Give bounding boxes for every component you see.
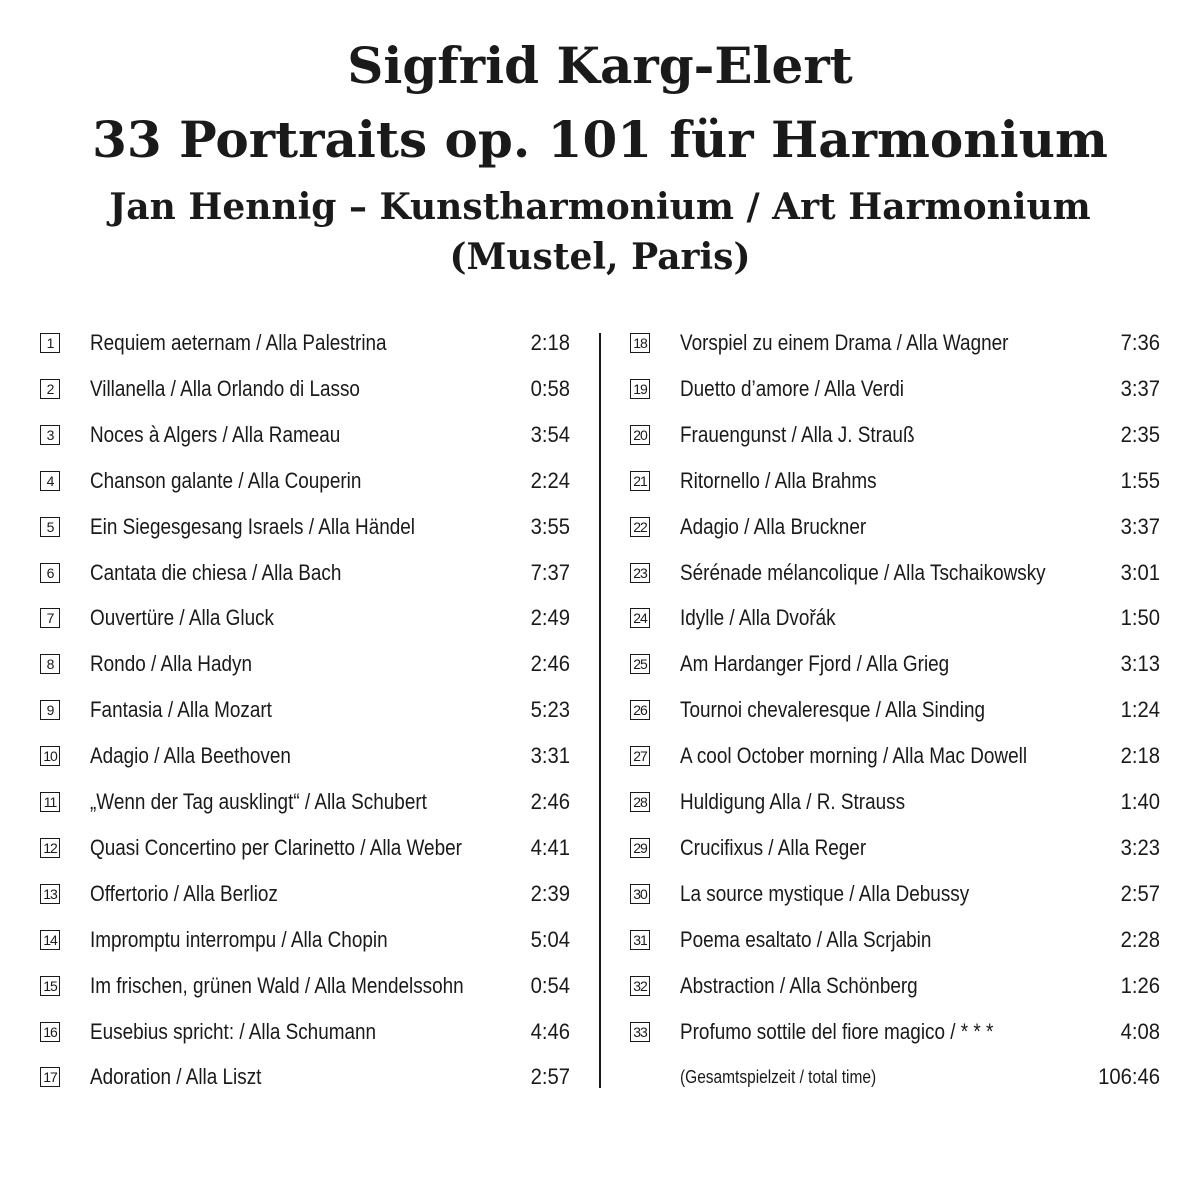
track-title: Huldigung Alla / R. Strauss [680, 789, 906, 814]
track-duration: 3:55 [530, 513, 570, 539]
track-number: 30 [630, 884, 650, 904]
track-title: Offertorio / Alla Berlioz [90, 880, 278, 906]
track-number: 22 [630, 517, 650, 537]
track-duration: 0:54 [530, 972, 570, 998]
track-duration: 3:13 [1120, 651, 1160, 677]
track-duration: 2:57 [530, 1064, 570, 1090]
track-number: 12 [40, 838, 60, 858]
track-number: 2 [40, 379, 60, 399]
track-title: Sérénade mélancolique / Alla Tschaikowsky [680, 559, 1046, 585]
track-row [0, 466, 1200, 496]
track-number: 7 [40, 608, 60, 628]
track-row [0, 328, 1200, 358]
track-number: 10 [40, 746, 60, 766]
track-title: La source mystique / Alla Debussy [680, 880, 970, 906]
track-number: 29 [630, 838, 650, 858]
track-duration: 2:49 [530, 605, 570, 631]
work-title: 33 Portraits op. 101 für Harmonium [92, 110, 1108, 169]
track-title: Quasi Concertino per Clarinetto / Alla Weber [90, 834, 462, 860]
track-duration: 2:35 [1120, 421, 1160, 447]
track-number: 31 [630, 930, 650, 950]
track-duration: 2:24 [530, 467, 570, 493]
track-title: Chanson galante / Alla Couperin [90, 467, 362, 493]
track-number: 4 [40, 471, 60, 491]
track-title: Fantasia / Alla Mozart [90, 697, 272, 723]
track-row [0, 649, 1200, 679]
track-title: Idylle / Alla Dvořák [680, 605, 836, 631]
track-row [0, 787, 1200, 817]
track-number: 3 [40, 425, 60, 445]
total-time-value: 106:46 [1098, 1064, 1160, 1089]
track-title: Rondo / Alla Hadyn [90, 651, 252, 677]
track-duration: 7:37 [530, 559, 570, 585]
track-row [0, 695, 1200, 725]
track-title: Adagio / Alla Bruckner [680, 513, 867, 539]
track-title: Adoration / Alla Liszt [90, 1064, 262, 1090]
track-row [0, 1017, 1200, 1047]
track-title: Eusebius spricht: / Alla Schumann [90, 1018, 377, 1044]
track-row [0, 925, 1200, 955]
track-number: 5 [40, 517, 60, 537]
track-title: Cantata die chiesa / Alla Bach [90, 559, 342, 585]
track-row [0, 558, 1200, 588]
track-duration: 2:46 [530, 651, 570, 677]
track-number: 16 [40, 1022, 60, 1042]
track-title: Crucifixus / Alla Reger [680, 834, 867, 860]
track-number: 23 [630, 563, 650, 583]
track-title: Impromptu interrompu / Alla Chopin [90, 926, 388, 952]
track-title: „Wenn der Tag ausklingt“ / Alla Schubert [90, 789, 427, 814]
track-title: Im frischen, grünen Wald / Alla Mendelssohn [90, 972, 464, 998]
track-number: 11 [40, 792, 60, 812]
track-number: 27 [630, 746, 650, 766]
track-duration: 2:28 [1120, 926, 1160, 952]
track-duration: 1:26 [1120, 972, 1160, 998]
track-number: 17 [40, 1067, 60, 1087]
track-row [0, 420, 1200, 450]
track-number: 19 [630, 379, 650, 399]
track-row [0, 833, 1200, 863]
track-duration: 2:46 [530, 789, 570, 814]
track-title: Duetto d’amore / Alla Verdi [680, 375, 905, 401]
track-duration: 2:39 [530, 880, 570, 906]
track-title: Frauengunst / Alla J. Strauß [680, 421, 915, 447]
instrument-line: (Mustel, Paris) [449, 236, 751, 278]
track-duration: 4:46 [530, 1018, 570, 1044]
track-row [0, 512, 1200, 542]
track-duration: 5:23 [530, 697, 570, 723]
track-number: 13 [40, 884, 60, 904]
track-duration: 1:55 [1120, 467, 1160, 493]
track-title: Ein Siegesgesang Israels / Alla Händel [90, 513, 415, 539]
track-number: 33 [630, 1022, 650, 1042]
track-number: 14 [40, 930, 60, 950]
track-number: 24 [630, 608, 650, 628]
track-title: Abstraction / Alla Schönberg [680, 972, 918, 998]
track-duration: 3:31 [530, 743, 570, 769]
track-title: Vorspiel zu einem Drama / Alla Wagner [680, 330, 1009, 355]
track-row [0, 374, 1200, 404]
track-title: Ouvertüre / Alla Gluck [90, 605, 275, 631]
track-duration: 2:18 [530, 330, 570, 355]
track-row [0, 971, 1200, 1001]
track-number: 9 [40, 700, 60, 720]
track-title: Tournoi chevaleresque / Alla Sinding [680, 697, 986, 723]
track-number: 25 [630, 654, 650, 674]
track-title: Profumo sottile del fiore magico / * * * [680, 1018, 994, 1044]
track-number: 20 [630, 425, 650, 445]
track-duration: 2:57 [1120, 880, 1160, 906]
track-title: Requiem aeternam / Alla Palestrina [90, 330, 387, 355]
track-number: 6 [40, 563, 60, 583]
track-number: 15 [40, 976, 60, 996]
track-duration: 0:58 [530, 375, 570, 401]
track-duration: 3:01 [1120, 559, 1160, 585]
track-number: 1 [40, 333, 60, 353]
track-duration: 1:24 [1120, 697, 1160, 723]
track-title: Villanella / Alla Orlando di Lasso [90, 375, 360, 401]
track-title: A cool October morning / Alla Mac Dowell [680, 743, 1028, 769]
track-number: 26 [630, 700, 650, 720]
performer-line: Jan Hennig – Kunstharmonium / Art Harmonium [109, 186, 1091, 228]
composer-title: Sigfrid Karg-Elert [347, 36, 853, 95]
track-row [0, 603, 1200, 633]
track-duration: 2:18 [1120, 743, 1160, 769]
track-row [0, 879, 1200, 909]
track-duration: 7:36 [1120, 330, 1160, 355]
track-title: Adagio / Alla Beethoven [90, 743, 291, 769]
track-title: Poema esaltato / Alla Scrjabin [680, 926, 932, 952]
track-number: 28 [630, 792, 650, 812]
track-duration: 1:40 [1120, 789, 1160, 814]
track-number: 21 [630, 471, 650, 491]
track-title: Am Hardanger Fjord / Alla Grieg [680, 651, 950, 677]
track-title: Noces à Algers / Alla Rameau [90, 421, 341, 447]
track-duration: 5:04 [530, 926, 570, 952]
track-duration: 1:50 [1120, 605, 1160, 631]
track-duration: 3:23 [1120, 834, 1160, 860]
track-duration: 4:08 [1120, 1018, 1160, 1044]
track-number: 32 [630, 976, 650, 996]
track-duration: 3:37 [1120, 375, 1160, 401]
track-title: Ritornello / Alla Brahms [680, 467, 877, 493]
track-duration: 3:37 [1120, 513, 1160, 539]
track-number: 18 [630, 333, 650, 353]
track-number: 8 [40, 654, 60, 674]
track-row [0, 741, 1200, 771]
total-time-label: (Gesamtspielzeit / total time) [680, 1067, 877, 1087]
track-duration: 3:54 [530, 421, 570, 447]
track-duration: 4:41 [530, 834, 570, 860]
